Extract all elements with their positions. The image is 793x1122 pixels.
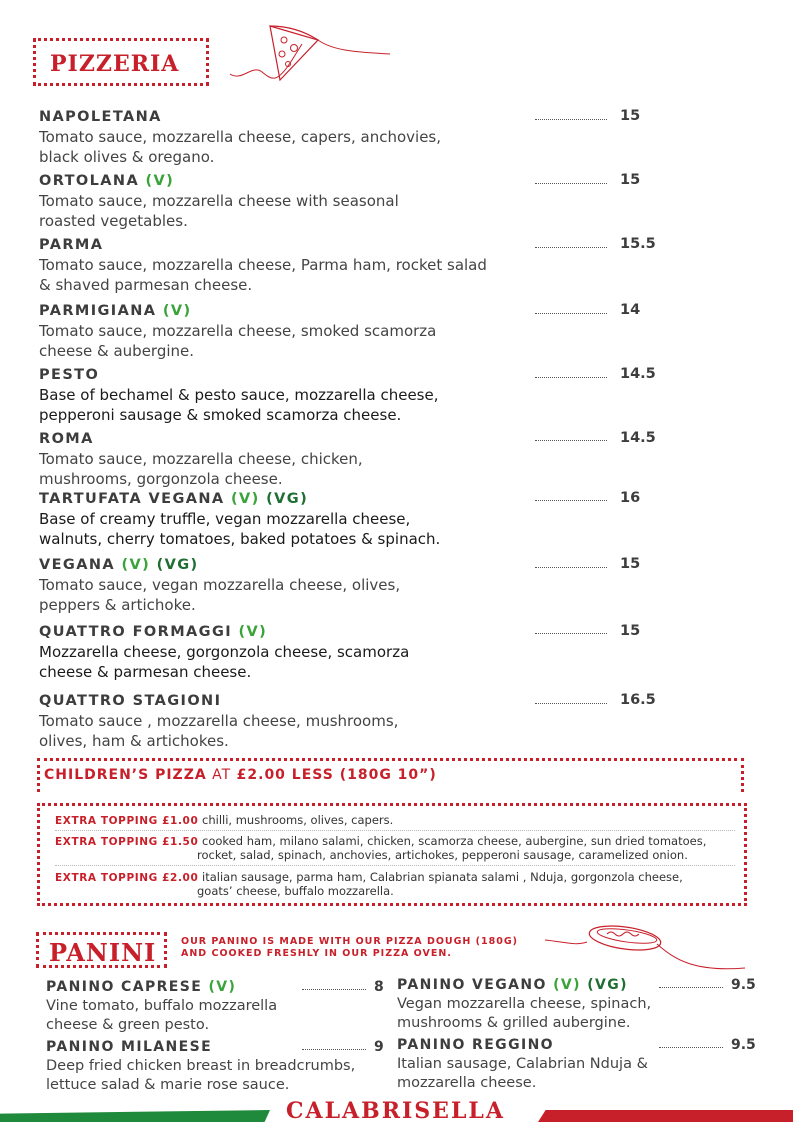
extra-topping-label: EXTRA TOPPING £2.00 bbox=[55, 872, 199, 884]
item-description: Tomato sauce , mozzarella cheese, mushrooms, bbox=[39, 712, 399, 730]
item-price: 15 bbox=[620, 556, 641, 572]
price-leader bbox=[535, 238, 607, 248]
item-description: mushrooms & grilled aubergine. bbox=[397, 1015, 631, 1031]
footer-red-band bbox=[538, 1110, 793, 1122]
extra-topping-label: EXTRA TOPPING £1.50 bbox=[55, 836, 199, 848]
price-leader bbox=[535, 110, 607, 120]
vegan-tag: (VG) bbox=[156, 557, 199, 573]
price-leader bbox=[535, 694, 607, 704]
item-price: 9.5 bbox=[731, 977, 756, 993]
item-description: Tomato sauce, mozzarella cheese, capers, anchovies, bbox=[39, 128, 442, 146]
extra-topping-list: cooked ham, milano salami, chicken, scamorza cheese, aubergine, sun dried tomatoes, bbox=[202, 834, 707, 848]
item-description: cheese & aubergine. bbox=[39, 342, 195, 360]
extra-topping-list-cont: goats’ cheese, buffalo mozzarella. bbox=[197, 884, 394, 898]
item-name-text: QUATTRO FORMAGGI bbox=[39, 624, 233, 640]
item-description: Tomato sauce, mozzarella cheese, smoked scamorza bbox=[39, 322, 437, 340]
item-price: 15 bbox=[620, 623, 641, 639]
item-description: pepperoni sausage & smoked scamorza cheese. bbox=[39, 406, 402, 424]
extra-topping-list-cont: rocket, salad, spinach, anchovies, artichokes, pepperoni sausage, caramelized onion. bbox=[197, 848, 688, 862]
vegetarian-tag: (V) bbox=[208, 979, 237, 995]
vegetarian-tag: (V) bbox=[145, 173, 175, 189]
item-name-text: VEGANA bbox=[39, 557, 116, 573]
vegetarian-tag: (V) bbox=[238, 624, 268, 640]
price-leader bbox=[535, 368, 607, 378]
panini-title-text: PANINI bbox=[49, 938, 157, 967]
item-description: peppers & artichoke. bbox=[39, 596, 196, 614]
item-price: 9.5 bbox=[731, 1037, 756, 1053]
pizza-slice-icon bbox=[222, 22, 392, 82]
item-name: PANINO REGGINO bbox=[397, 1037, 554, 1053]
extra-topping-list: chilli, mushrooms, olives, capers. bbox=[202, 813, 394, 827]
item-price: 14.5 bbox=[620, 430, 656, 446]
children-pizza-note bbox=[44, 767, 437, 783]
vegetarian-tag: (V) bbox=[231, 491, 260, 507]
children-pizza-discount: £2.00 LESS (180G 10”) bbox=[236, 767, 437, 783]
extra-topping-row bbox=[55, 813, 735, 828]
item-name: QUATTRO STAGIONI bbox=[39, 693, 222, 709]
pizzeria-title bbox=[33, 38, 209, 86]
item-price: 15 bbox=[620, 172, 641, 188]
item-name-text: PANINO CAPRESE bbox=[46, 979, 203, 995]
item-price: 16 bbox=[620, 490, 641, 506]
price-leader bbox=[302, 1040, 366, 1050]
price-leader bbox=[535, 304, 607, 314]
item-description: Base of bechamel & pesto sauce, mozzarella cheese, bbox=[39, 386, 439, 404]
item-name-text: PARMIGIANA bbox=[39, 303, 157, 319]
item-description: Vegan mozzarella cheese, spinach, bbox=[397, 996, 652, 1012]
price-leader bbox=[535, 558, 607, 568]
item-description: cheese & parmesan cheese. bbox=[39, 663, 252, 681]
item-name: PESTO bbox=[39, 367, 100, 383]
price-leader bbox=[302, 980, 366, 990]
item-description: black olives & oregano. bbox=[39, 148, 215, 166]
price-leader bbox=[535, 174, 607, 184]
divider bbox=[55, 830, 735, 831]
vegetarian-tag: (V) bbox=[553, 977, 581, 993]
vegetarian-tag: (V) bbox=[121, 557, 151, 573]
pizzeria-title-text: PIZZERIA bbox=[50, 51, 180, 77]
panini-note-line: OUR PANINO IS MADE WITH OUR PIZZA DOUGH (180G) bbox=[181, 936, 518, 947]
children-pizza-label: CHILDREN’S PIZZA bbox=[44, 767, 207, 783]
item-description: Tomato sauce, vegan mozzarella cheese, olives, bbox=[39, 576, 401, 594]
item-description: roasted vegetables. bbox=[39, 212, 188, 230]
children-pizza-at: AT bbox=[206, 767, 237, 783]
extra-topping-label: EXTRA TOPPING £1.00 bbox=[55, 815, 199, 827]
item-description: olives, ham & artichokes. bbox=[39, 732, 229, 750]
item-price: 8 bbox=[374, 979, 384, 995]
item-price: 15 bbox=[620, 108, 641, 124]
item-name-text: PANINO VEGANO bbox=[397, 977, 547, 993]
item-description: cheese & green pesto. bbox=[46, 1017, 210, 1033]
extra-topping-row bbox=[55, 870, 735, 885]
item-name-text: TARTUFATA VEGANA bbox=[39, 491, 225, 507]
item-description: Vine tomato, buffalo mozzarella bbox=[46, 998, 278, 1014]
vegan-tag: (VG) bbox=[266, 491, 309, 507]
price-leader bbox=[659, 978, 723, 988]
item-description: Tomato sauce, mozzarella cheese, Parma ham, rocket salad bbox=[39, 256, 487, 274]
item-description: mushrooms, gorgonzola cheese. bbox=[39, 470, 283, 488]
extra-topping-list: italian sausage, parma ham, Calabrian spianata salami , Nduja, gorgonzola cheese, bbox=[202, 870, 683, 884]
item-description: Deep fried chicken breast in breadcrumbs, bbox=[46, 1058, 356, 1074]
item-description: Tomato sauce, mozzarella cheese, chicken, bbox=[39, 450, 363, 468]
item-price: 15.5 bbox=[620, 236, 656, 252]
item-price: 16.5 bbox=[620, 692, 656, 708]
item-name: ROMA bbox=[39, 431, 94, 447]
item-description: Italian sausage, Calabrian Nduja & bbox=[397, 1056, 648, 1072]
item-description: Base of creamy truffle, vegan mozzarella cheese, bbox=[39, 510, 411, 528]
divider bbox=[55, 865, 735, 866]
item-description: & shaved parmesan cheese. bbox=[39, 276, 253, 294]
item-description: mozzarella cheese. bbox=[397, 1075, 537, 1091]
vegan-tag: (VG) bbox=[587, 977, 628, 993]
item-description: Mozzarella cheese, gorgonzola cheese, scamorza bbox=[39, 643, 410, 661]
price-leader bbox=[535, 431, 607, 441]
price-leader bbox=[535, 624, 607, 634]
item-name-text: ORTOLANA bbox=[39, 173, 140, 189]
price-leader bbox=[535, 491, 607, 501]
item-description: walnuts, cherry tomatoes, baked potatoes & spinach. bbox=[39, 530, 441, 548]
item-name: PARMA bbox=[39, 237, 104, 253]
item-name: PANINO MILANESE bbox=[46, 1039, 213, 1055]
item-price: 9 bbox=[374, 1039, 384, 1055]
extra-topping-row bbox=[55, 834, 735, 849]
price-leader bbox=[659, 1038, 723, 1048]
panini-title bbox=[36, 932, 167, 968]
panini-note bbox=[181, 936, 518, 960]
hotdog-icon bbox=[545, 920, 745, 980]
panini-note-line: AND COOKED FRESHLY IN OUR PIZZA OVEN. bbox=[181, 948, 452, 959]
vegetarian-tag: (V) bbox=[162, 303, 192, 319]
brand-name: CALABRISELLA bbox=[286, 1098, 505, 1122]
item-description: Tomato sauce, mozzarella cheese with seasonal bbox=[39, 192, 399, 210]
item-price: 14 bbox=[620, 302, 641, 318]
item-description: lettuce salad & marie rose sauce. bbox=[46, 1077, 290, 1093]
item-name: NAPOLETANA bbox=[39, 109, 162, 125]
item-price: 14.5 bbox=[620, 366, 656, 382]
footer-green-band bbox=[0, 1110, 270, 1122]
